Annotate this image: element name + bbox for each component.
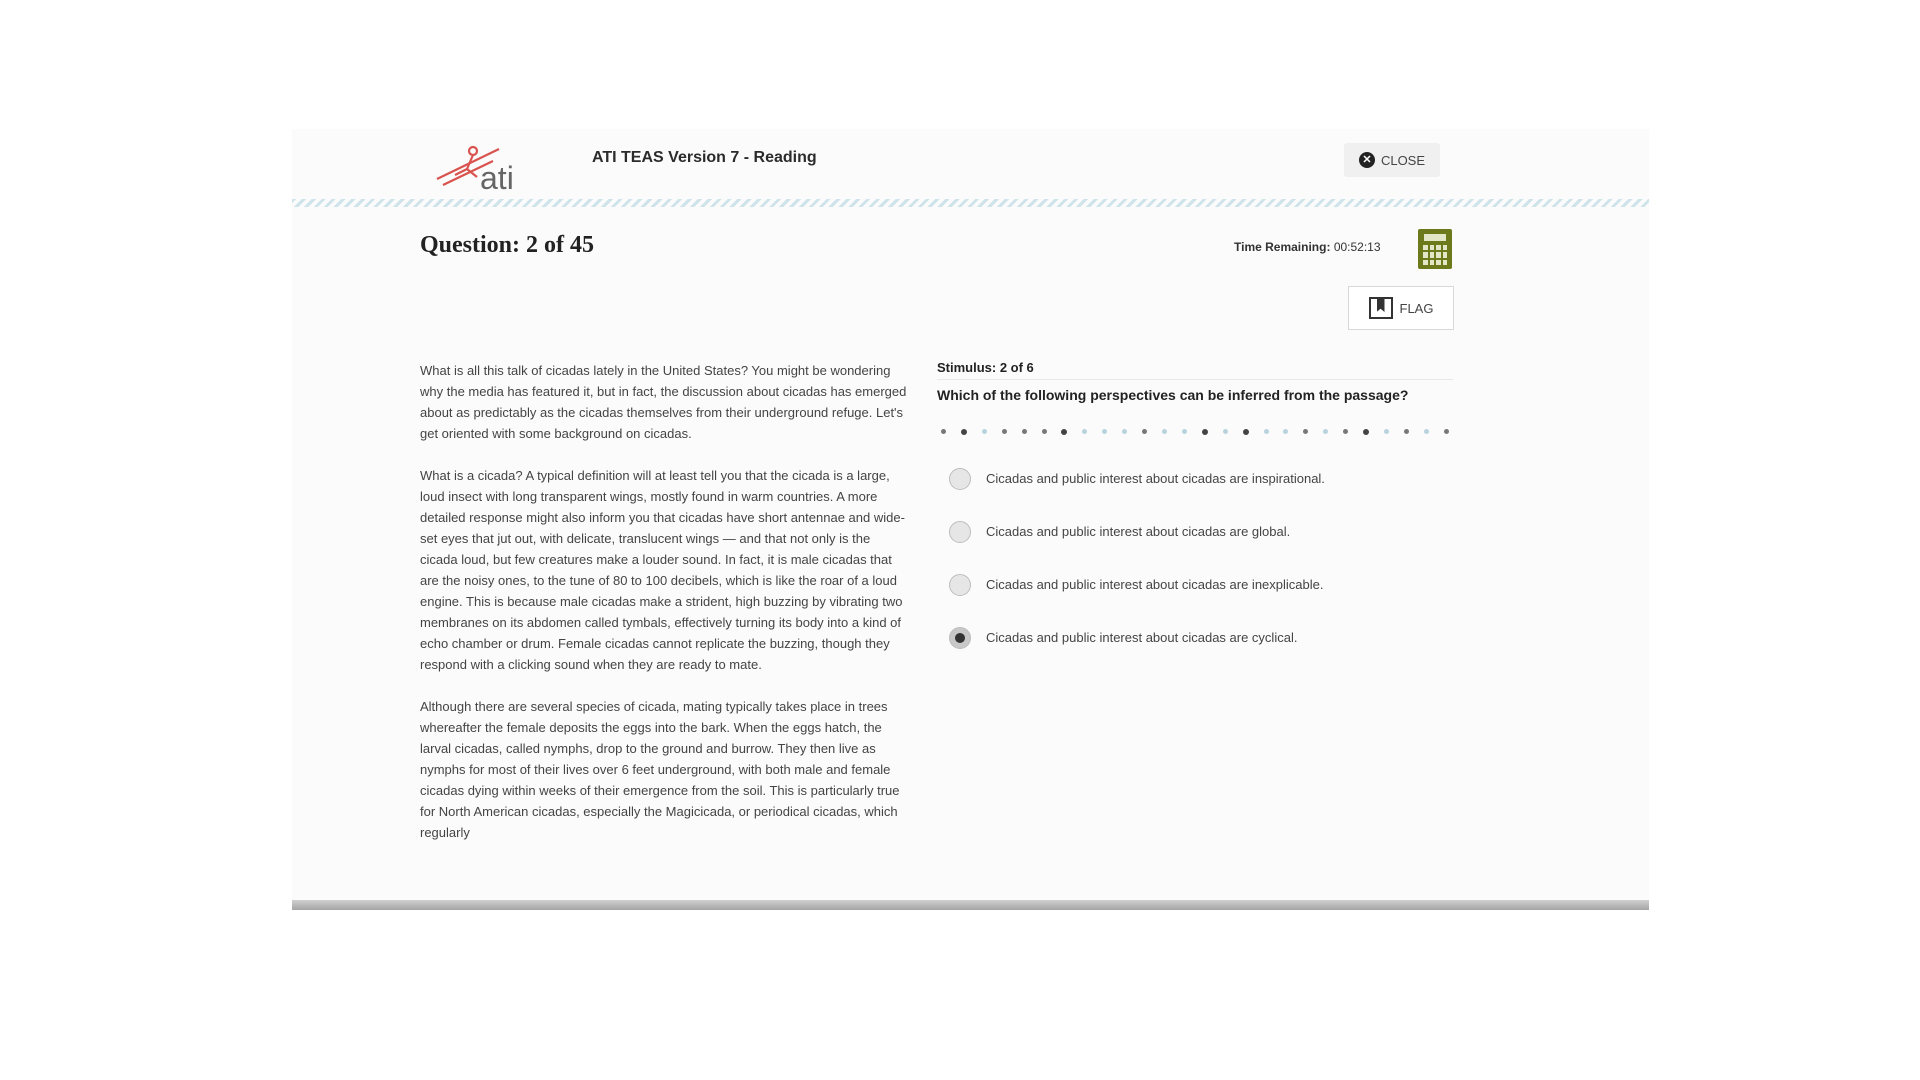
answer-option-text: Cicadas and public interest about cicadas are global. xyxy=(986,524,1291,539)
header-divider xyxy=(292,199,1649,207)
radio-button[interactable] xyxy=(949,521,971,543)
question-panel xyxy=(937,360,1453,664)
close-icon: ✕ xyxy=(1359,152,1375,168)
answer-options xyxy=(937,452,1453,664)
bottom-bar xyxy=(292,900,1649,910)
close-button[interactable] xyxy=(1344,143,1440,177)
time-remaining-value: 00:52:13 xyxy=(1333,240,1381,254)
answer-option-text: Cicadas and public interest about cicadas are inspirational. xyxy=(986,471,1325,486)
passage-paragraph: What is a cicada? A typical definition will at least tell you that the cicada is a large, loud insect with long transparent wings, mostly found in warm countries. A more detailed response might also inform you that cicadas have short antennae and wide-set eyes that jut out, with delicate, translucent wings — and that not only is the cicada loud, but few creatures make a louder sound. In fact, it is male cicadas that are the noisy ones, to the tune of 80 to 100 decibels, which is like the roar of a loud engine. This is because male cicadas make a strident, high buzzing by vibrating two membranes on its abdomen called tymbals, effectively turning its body into a kind of echo chamber or drum. Female cicadas cannot replicate the buzzing, though they respond with a clicking sound when they are ready to mate. xyxy=(420,468,905,672)
answer-option[interactable] xyxy=(937,452,1453,505)
header xyxy=(292,129,1649,199)
calculator-icon[interactable] xyxy=(1418,229,1452,269)
radio-button[interactable] xyxy=(949,574,971,596)
radio-button-selected[interactable] xyxy=(949,627,971,649)
close-label: CLOSE xyxy=(1380,152,1426,168)
dotted-separator xyxy=(937,429,1453,435)
passage-paragraph: Although there are several species of cicada, mating typically takes place in trees whereafter the female deposits the eggs into the bark. When the eggs hatch, the larval cicadas, called nymphs, drop to the ground and burrow. They then live as nymphs for most of their lives over 6 feet underground, with both male and female cicadas dying within weeks of their emergence from the soil. This is particularly true for North American cicadas, especially the Magicicada, or periodical cicadas, which regularly xyxy=(420,699,900,840)
ati-logo xyxy=(433,135,543,195)
radio-button[interactable] xyxy=(949,468,971,490)
time-remaining-label: Time Remaining: xyxy=(1234,240,1331,254)
bookmark-flag-icon xyxy=(1369,297,1393,319)
time-remaining xyxy=(1234,240,1381,254)
flag-button[interactable] xyxy=(1348,286,1454,330)
answer-option[interactable] xyxy=(937,505,1453,558)
logo-text: ati xyxy=(480,160,514,195)
answer-option-selected[interactable] xyxy=(937,611,1453,664)
question-prompt: Which of the following perspectives can be inferred from the passage? xyxy=(937,387,1409,403)
answer-option-text: Cicadas and public interest about cicadas are inexplicable. xyxy=(986,577,1324,592)
answer-option-text: Cicadas and public interest about cicadas are cyclical. xyxy=(986,630,1298,645)
question-title: Question: 2 of 45 xyxy=(420,232,594,258)
stimulus-label: Stimulus: 2 of 6 xyxy=(937,360,1453,380)
answer-option[interactable] xyxy=(937,558,1453,611)
passage-paragraph: What is all this talk of cicadas lately in the United States? You might be wondering why the media has featured it, but in fact, the discussion about cicadas has emerged about as predictably as the cicadas themselves from their underground refuge. Let's get oriented with some background on cicadas. xyxy=(420,363,907,441)
logo-icon xyxy=(433,135,543,195)
exam-window xyxy=(292,129,1649,910)
flag-label: FLAG xyxy=(1399,300,1434,316)
reading-passage[interactable] xyxy=(420,360,910,901)
app-title: ATI TEAS Version 7 - Reading xyxy=(592,149,817,166)
